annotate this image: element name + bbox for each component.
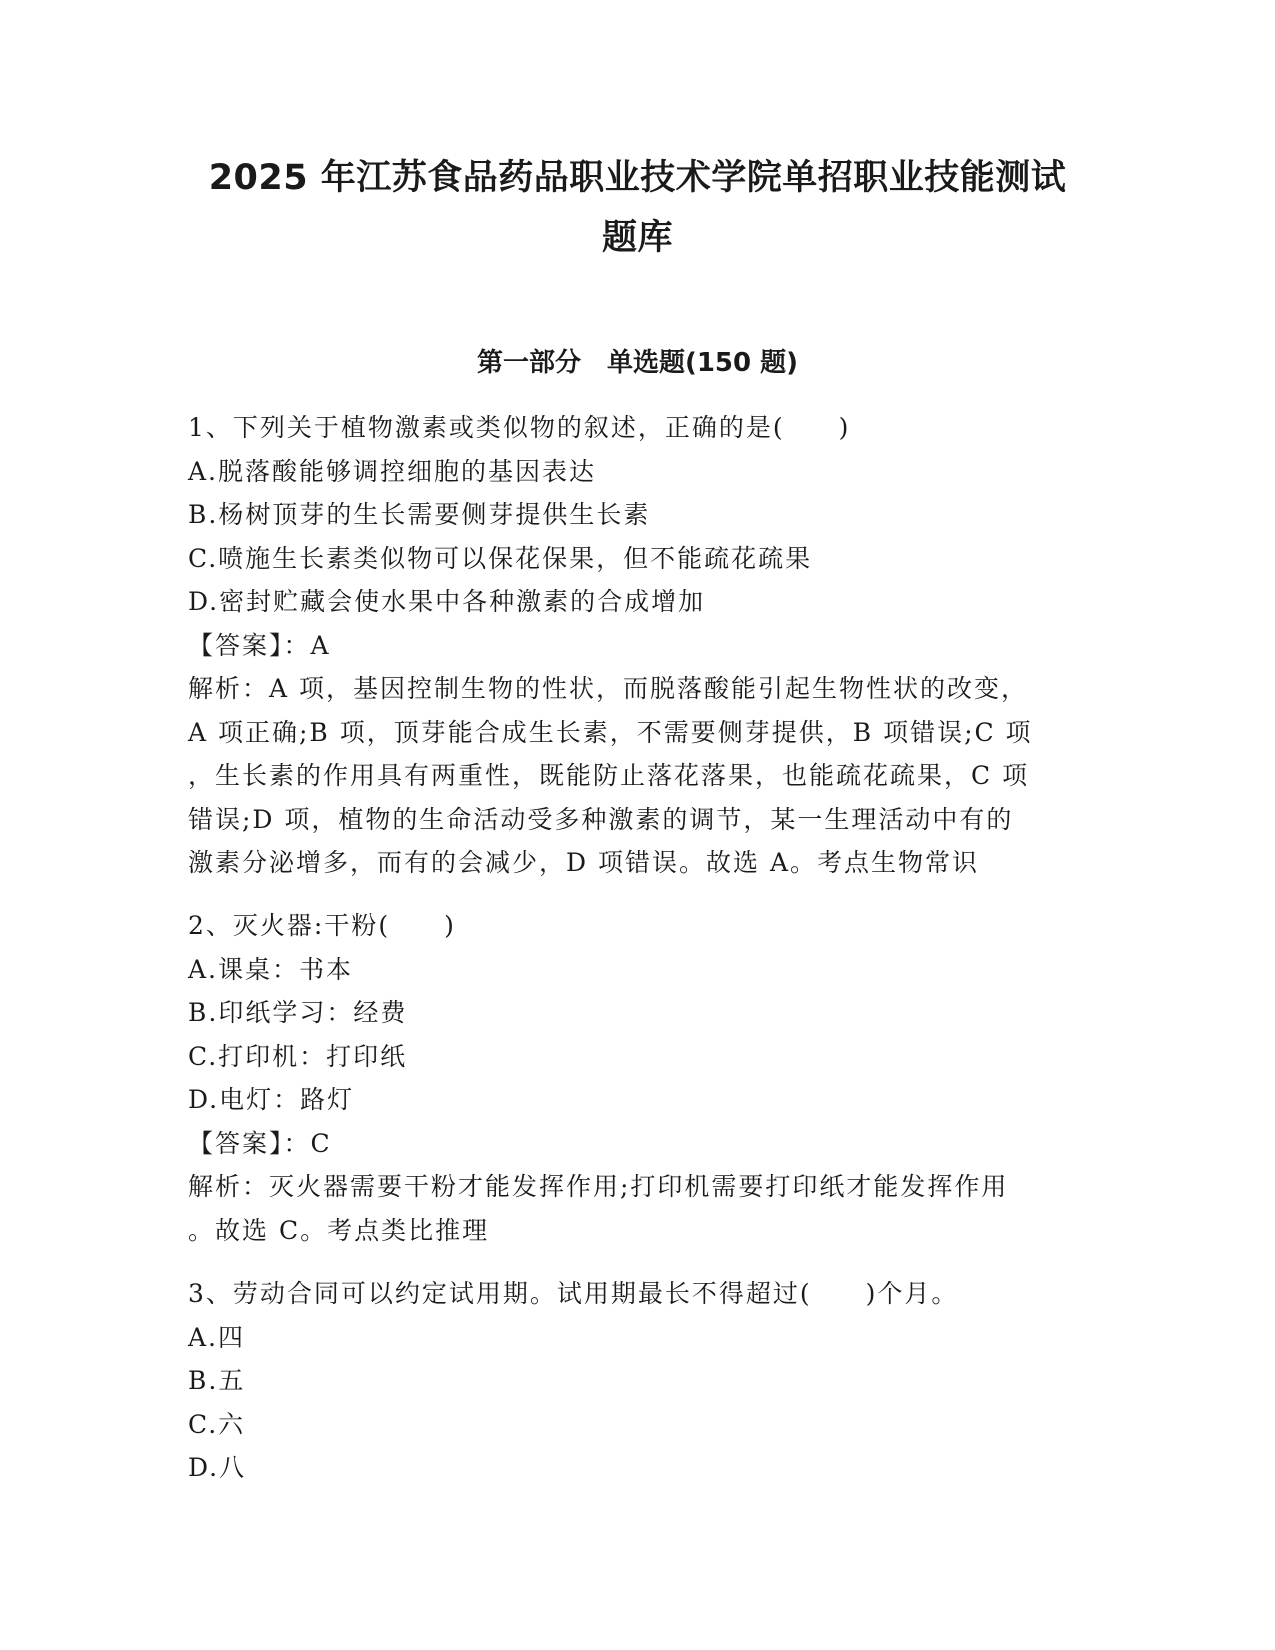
option-c: C.喷施生长素类似物可以保花保果，但不能疏花疏果 xyxy=(188,543,813,573)
analysis-line: 解析：A 项，基因控制生物的性状，而脱落酸能引起生物性状的改变， xyxy=(188,674,1029,703)
document-title xyxy=(150,148,1125,268)
analysis xyxy=(188,1165,1088,1252)
option-b: B.杨树顶芽的生长需要侧芽提供生长素 xyxy=(188,500,651,529)
question-1 xyxy=(188,406,1088,885)
option-a: A.脱落酸能够调控细胞的基因表达 xyxy=(188,456,597,486)
option-d: D.八 xyxy=(188,1453,247,1482)
option-c: C.打印机：打印纸 xyxy=(188,1041,408,1071)
section-heading: 第一部分 单选题(150 题) xyxy=(476,348,799,378)
document-title-line-2: 题库 xyxy=(601,218,673,258)
option-a: A.课桌：书本 xyxy=(188,954,354,984)
answer: 【答案】：A xyxy=(188,630,331,660)
document-title-line-1: 2025 年江苏食品药品职业技术学院单招职业技能测试 xyxy=(208,158,1067,198)
question-stem: 2、灭火器:干粉( ) xyxy=(188,911,456,940)
question-3 xyxy=(188,1272,1088,1490)
analysis-line: A 项正确;B 项，顶芽能合成生长素，不需要侧芽提供，B 项错误;C 项 xyxy=(188,717,1033,747)
option-a: A.四 xyxy=(188,1322,246,1352)
option-d: D.密封贮藏会使水果中各种激素的合成增加 xyxy=(188,587,706,616)
analysis xyxy=(188,667,1088,885)
option-b: B.五 xyxy=(188,1366,246,1395)
option-d: D.电灯：路灯 xyxy=(188,1085,355,1114)
analysis-line: 错误;D 项，植物的生命活动受多种激素的调节，某一生理活动中有的 xyxy=(188,804,1014,834)
question-2 xyxy=(188,904,1088,1252)
analysis-line: ，生长素的作用具有两重性，既能防止落花落果，也能疏花疏果，C 项 xyxy=(188,761,1030,790)
option-c: C.六 xyxy=(188,1409,246,1439)
option-b: B.印纸学习：经费 xyxy=(188,998,408,1027)
question-stem: 3、劳动合同可以约定试用期。试用期最长不得超过( )个月。 xyxy=(188,1279,959,1308)
analysis-line: 解析：灭火器需要干粉才能发挥作用;打印机需要打印纸才能发挥作用 xyxy=(188,1172,1009,1201)
answer: 【答案】：C xyxy=(188,1128,332,1158)
analysis-line: 激素分泌增多，而有的会减少，D 项错误。故选 A。考点生物常识 xyxy=(188,848,979,877)
question-stem: 1、下列关于植物激素或类似物的叙述，正确的是( ) xyxy=(188,413,851,442)
analysis-line: 。故选 C。考点类比推理 xyxy=(188,1215,490,1245)
